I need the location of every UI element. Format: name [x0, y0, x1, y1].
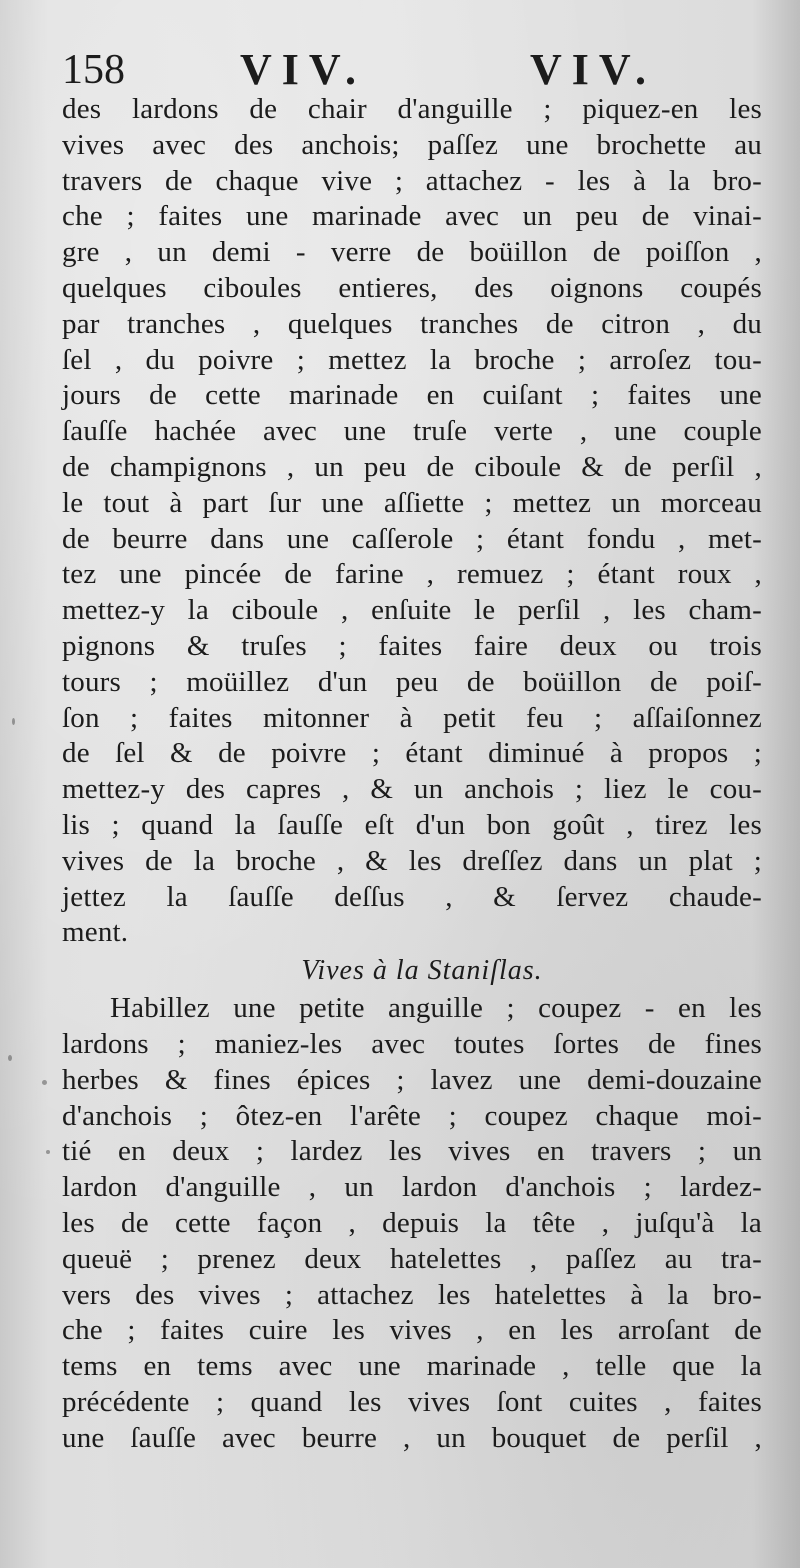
running-head-right-word: VIV. — [530, 45, 657, 94]
text-line: gre , un demi - verre de boüillon de poiſſon , — [62, 236, 762, 269]
text-line: vives de la broche , & les dreſſez dans un plat ; — [62, 844, 762, 877]
page-number: 158 — [62, 47, 125, 93]
body-text — [62, 92, 762, 1456]
paper-speck — [12, 718, 15, 725]
paper-speck — [46, 1150, 50, 1154]
text-line: lardons ; maniez-les avec toutes ſortes de fines — [62, 1027, 762, 1060]
text-line: vives avec des anchois; paſſez une brochette au — [62, 128, 762, 161]
text-line: lardon d'anguille , un lardon d'anchois ; lardez- — [62, 1171, 762, 1204]
text-line: une ſauſſe avec beurre , un bouquet de perſil , — [62, 1421, 762, 1454]
text-line: ſauſſe hachée avec une truſe verte , une couple — [62, 415, 762, 448]
text-line: jours de cette marinade en cuiſant ; faites une — [62, 379, 762, 412]
text-line: des lardons de chair d'anguille ; piquez-en les — [62, 93, 762, 125]
paper-speck — [8, 1055, 12, 1061]
text-line: jettez la ſauſſe deſſus , & ſervez chaude- — [62, 880, 762, 913]
text-line: che ; faites une marinade avec un peu de vinai- — [62, 200, 762, 233]
text-line: le tout à part ſur une aſſiette ; mettez un morceau — [62, 486, 762, 519]
text-line: de ſel & de poivre ; étant diminué à propos ; — [62, 737, 762, 770]
running-head — [62, 40, 762, 100]
text-line: quelques ciboules entieres, des oignons coupés — [62, 271, 762, 304]
running-head-left-word: VIV. — [240, 45, 367, 94]
text-line: précédente ; quand les vives ſont cuites , faites — [62, 1385, 762, 1418]
text-line: herbes & fines épices ; lavez une demi-douzaine — [62, 1063, 762, 1096]
text-line: che ; faites cuire les vives , en les arroſant de — [62, 1314, 762, 1347]
text-line: travers de chaque vive ; attachez - les à la bro- — [62, 164, 762, 197]
text-line: tours ; moüillez d'un peu de boüillon de poiſ- — [62, 665, 762, 698]
text-line: Habillez une petite anguille ; coupez - en les — [110, 992, 762, 1025]
text-line: ſon ; faites mitonner à petit feu ; aſſaiſonnez — [62, 701, 762, 734]
text-line: d'anchois ; ôtez-en l'arête ; coupez chaque moi- — [62, 1099, 762, 1132]
text-line: tié en deux ; lardez les vives en travers ; un — [62, 1135, 762, 1168]
text-line: ſel , du poivre ; mettez la broche ; arroſez tou- — [62, 343, 762, 376]
text-line: les de cette façon , depuis la tête , juſqu'à la — [62, 1206, 762, 1239]
text-line: mettez-y la ciboule , enſuite le perſil , les cham- — [62, 594, 762, 627]
text-line: pignons & truſes ; faites faire deux ou trois — [62, 629, 762, 662]
text-line: lis ; quand la ſauſſe eſt d'un bon goût , tirez les — [62, 808, 762, 841]
text-line: tems en tems avec une marinade , telle que la — [62, 1350, 762, 1383]
paper-speck — [42, 1080, 47, 1085]
text-line: par tranches , quelques tranches de citron , du — [62, 307, 762, 340]
recipe-title: Vives à la Staniſlas. — [301, 955, 543, 987]
text-line: queuë ; prenez deux hatelettes , paſſez au tra- — [62, 1242, 762, 1275]
text-line: ment. — [62, 916, 129, 949]
text-line: de beurre dans une caſſerole ; étant fondu , met- — [62, 522, 762, 555]
text-line: de champignons , un peu de ciboule & de perſil , — [62, 450, 762, 483]
text-line: mettez-y des capres , & un anchois ; liez le cou- — [62, 773, 762, 806]
text-line: tez une pincée de farine , remuez ; étant roux , — [62, 558, 762, 591]
text-line: vers des vives ; attachez les hatelettes à la bro- — [62, 1278, 762, 1311]
